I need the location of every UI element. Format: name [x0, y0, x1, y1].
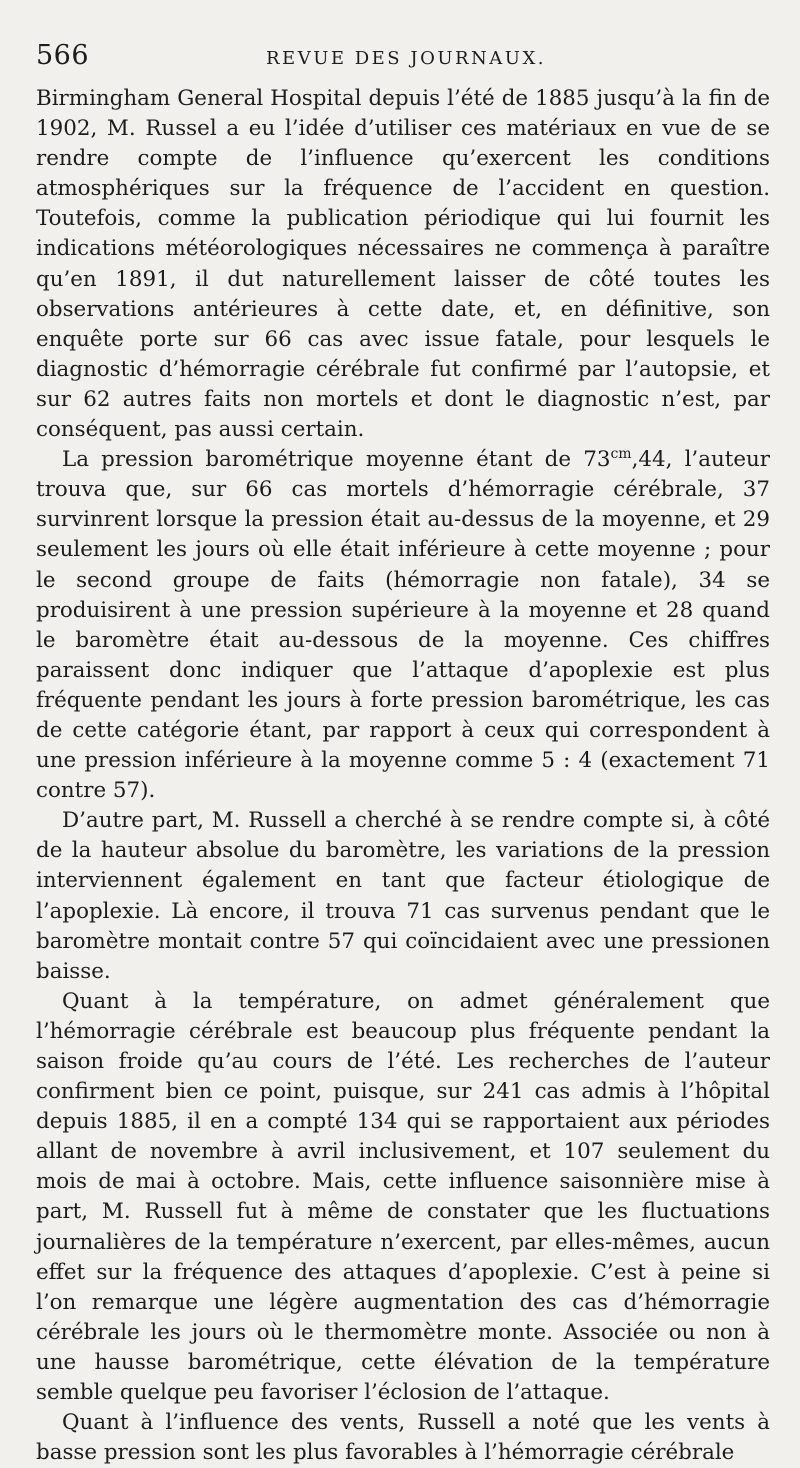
paragraph-4: Quant à la température, on admet généralement que l’hémorragie cérébrale est beaucoup plus fréquente pendant la saison froide qu’au cours de l’été. Les recherches de l’auteur confirment bien ce point, puisque, sur 241 cas admis à l’hôpital depuis 1885, il en a compté 134 qui se rapportaient aux périodes allant de novembre à avril inclusivement, et 107 seulement du mois de mai à octobre. Mais, cette influence saisonnière mise à part, M. Russell fut à même de constater que les fluctuations journalières de la température n’exercent, par elles-mêmes, aucun effet sur la fréquence des attaques d’apoplexie. C’est à peine si l’on remarque une légère augmentation des cas d’hémorragie cérébrale les jours où le thermomètre monte. Associée ou non à une hausse barométrique, cette élévation de la température semble quelque peu favoriser l’éclosion de l’attaque. [36, 988, 770, 1406]
paragraph-5: Quant à l’influence des vents, Russell a noté que les vents à basse pression sont les plus favorables à l’hémorragie cérébrale [36, 1410, 770, 1466]
page-number: 566 [36, 40, 90, 71]
running-title: REVUE DES JOURNAUX. [266, 48, 546, 69]
unit-superscript: cm [610, 446, 632, 462]
paragraph-3: D’autre part, M. Russell a cherché à se rendre compte si, à côté de la hauteur absolue du baromètre, les variations de la pression interviennent également en tant que facteur étiologique de l’apoplexie. Là encore, il trouva 71 cas survenus pendant que le baromètre montait contre 57 qui coïncidaient avec une pressionen baisse. [36, 808, 770, 984]
page-header [36, 40, 770, 78]
paragraph-1: Birmingham General Hospital depuis l’été de 1885 jusqu’à la fin de 1902, M. Russel a eu l’idée d’utiliser ces matériaux en vue de se rendre compte de l’influence qu’exercent les conditions atmosphériques sur la fréquence de l’accident en question. Toutefois, comme la publication périodique qui lui fournit les indications météorologiques nécessaires ne commença à paraître qu’en 1891, il dut naturellement laisser de côté toutes les observations antérieures à cette date, et, en définitive, son enquête porte sur 66 cas avec issue fatale, pour lesquels le diagnostic d’hémorragie cérébrale fut confirmé par l’autopsie, et sur 62 autres faits non mortels et dont le diagnostic n’est, par conséquent, pas aussi certain. [36, 86, 770, 443]
paragraph-2: La pression barométrique moyenne étant de $73^{cm},44$, l’auteur trouva que, sur 66 cas mortels d’hémorragie cérébrale, 37 survinrent lorsque la pression était au-dessus de la moyenne, et 29 seulement les jours où elle était inférieure à cette moyenne ; pour le second groupe de faits (hémorragie non fatale), 34 se produisirent à une pression supérieure à la moyenne et 28 quand le baromètre était au-dessous de la moyenne. Ces chiffres paraissent donc indiquer que l’attaque d’apoplexie est plus fréquente pendant les jours à forte pression barométrique, les cas de cette catégorie étant, par rapport à ceux qui correspondent à une pression inférieure à la moyenne comme 5 : 4 (exactement 71 contre 57). [36, 446, 770, 804]
article-body [36, 84, 770, 1468]
